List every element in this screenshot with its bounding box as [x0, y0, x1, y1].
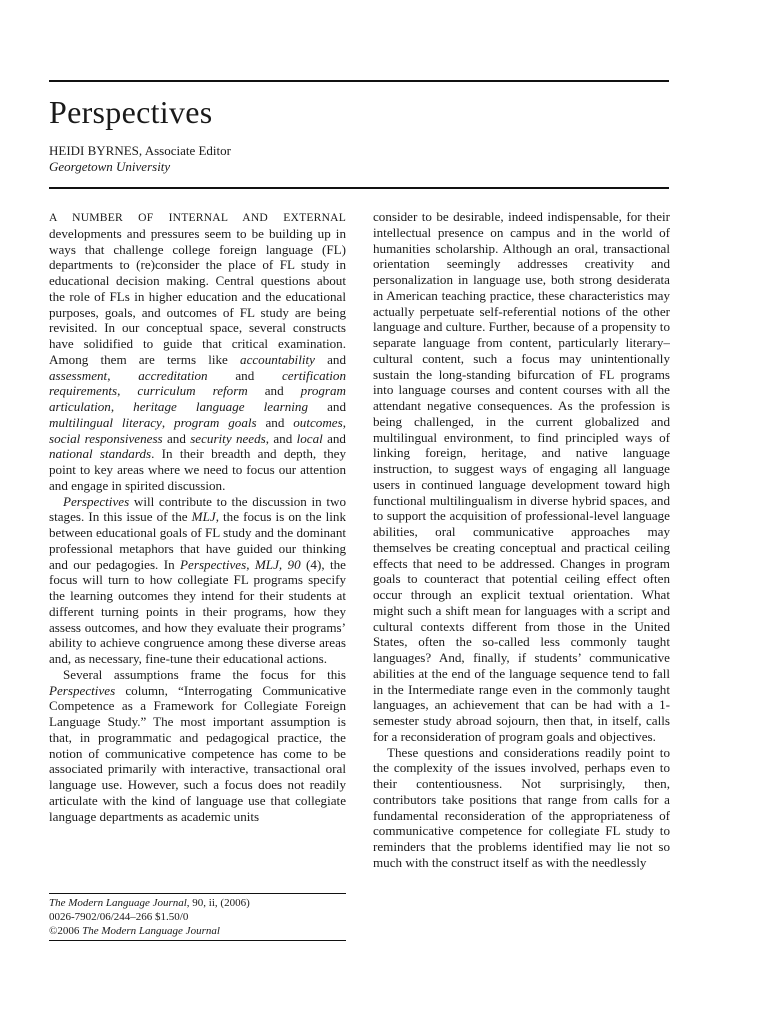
- footnote: [49, 896, 346, 938]
- term-accountability: accountability: [240, 351, 315, 367]
- paragraph-three: Several assumptions frame the focus for this Perspectives column, “Interrogating Communicative Competence as a Framework for Collegiate Foreign Language Study.” The most important assumption is that, in programmatic and pedagogical practice, the notion of communicative competence has come to be associated primarily with interactive, transactional oral language use. However, such a focus does not readily articulate with the kind of language use that collegiate language departments as academic units: [49, 666, 346, 824]
- left-column: [49, 209, 346, 881]
- citation-ref: Perspectives, MLJ, 90: [180, 556, 301, 572]
- editor-line: HEIDI BYRNES, Associate Editor: [49, 143, 231, 158]
- editor-affiliation: Georgetown University: [49, 159, 171, 174]
- paragraph-continued: consider to be desirable, indeed indispensable, for their intellectual presence on campus and in the world of humanities scholarship. Although an oral, transactional orientation seemingly addresses creativity and personalization in language use, both strong desiderata in American teaching practice, these characteristics may actually perpetuate self-referential notions of the other language and culture. Further, because of a propensity to separate language from content, particularly literary–cultural content, such a focus may unintentionally sustain the long-standing bifurcation of FL programs into language courses and content courses with all the attendant negative consequences. As the profession is being challenged, in the current globalized and multilingual environment, to find principled ways of linking foreign, heritage, and native language instruction, to suggest ways of engaging all language users in continued language development toward high functional multilingualism in diverse hybrid spaces, and to support the acquisition of professional-level language abilities, oral communicative approaches may themselves be creating conceptual and practical ceiling effects that need to be addressed. Changes in program goals to counteract that potential ceiling effect often occur through an explicit textual orientation. What might such a shift mean for languages with a script and cultural contexts different from those in the United States, often the so-called less commonly taught languages? And, finally, if students’ communicative abilities at the end of the language sequence tend to fall in the Intermediate range even in the commonly taught languages, an achievement that can be had with a 1-semester study abroad sojourn, then that, in itself, calls for a reconsideration of program goals and objectives.: [373, 209, 670, 744]
- term-heritage: heritage language learning: [133, 399, 309, 414]
- term-social: social responsiveness: [49, 430, 163, 446]
- top-rule: [49, 80, 669, 82]
- term-security: security needs: [190, 430, 266, 446]
- perspectives-ref: Perspectives: [49, 682, 116, 698]
- term-program-goals: program goals: [174, 414, 257, 430]
- perspectives-ref: Perspectives: [63, 493, 130, 509]
- term-articulation: program articulation: [49, 383, 346, 414]
- term-multilingual: multilingual literacy: [49, 414, 162, 430]
- footnote-rule: [49, 893, 346, 894]
- paragraph-intro: A NUMBER OF INTERNAL AND EXTERNAL developments and pressures seem to be building up in ways that challenge college foreign language (FL) departments to (re)consider the place of FL study in educational decision making. Central questions about the role of FLs in higher education and the educational purposes, goals, and outcomes of FL study are being revisited. In our conceptual space, several constructs have solidified to guide that critical examination. Among them are terms like accountability and assessment, accreditation and certification requirements, curriculum reform and program articulation, heritage language learning and multilingual literacy, program goals and outcomes, social responsiveness and security needs, and local and national standards. In their breadth and depth, they point to key areas where we need to focus our attention and engage in spirited discussion.: [49, 211, 346, 493]
- header-rule: [49, 187, 669, 189]
- term-national: national standards: [49, 446, 152, 462]
- footnote-bottom-rule: [49, 940, 346, 941]
- page-title: Perspectives: [49, 94, 213, 130]
- paragraph-two: Perspectives will contribute to the discussion in two stages. In this issue of the MLJ, the focus is on the link between educational goals of FL study and the dominant professional metaphors that have guided our thinking and our pedagogies. In Perspectives, MLJ, 90 (4), the focus will turn to how collegiate FL programs specify the learning outcomes they intend for their students at different turning points in their programs, how they assess outcomes, and how they evaluate their programs’ ability to achieve congruence among these diverse areas and, as necessary, fine-tune their educational actions.: [49, 493, 346, 666]
- footnote-journal: The Modern Language Journal, 90, ii, (2006): [49, 897, 250, 909]
- footnote-issn: 0026-7902/06/244–266 $1.50/0: [49, 911, 189, 923]
- term-accreditation: accreditation: [138, 367, 208, 383]
- lead-in-caps: A NUMBER OF INTERNAL AND EXTERNAL: [49, 211, 346, 224]
- footnote-copyright: ©2006 The Modern Language Journal: [49, 925, 220, 937]
- term-certification: certification requirements: [49, 367, 346, 399]
- paragraph-questions: These questions and considerations readily point to the complexity of the issues involved, perhaps even to their contentiousness. Not surprisingly, then, contributors take positions that range from calls for a fundamental reconsideration of the appropriateness of communicative competence for collegiate FL study to reminders that the problems identified may lie not so much with the construct itself as with the needlessly: [373, 744, 670, 870]
- term-curriculum: curriculum reform: [137, 383, 248, 399]
- mlj-ref: MLJ: [191, 509, 216, 525]
- term-assessment: assessment: [49, 367, 108, 383]
- term-outcomes: outcomes: [293, 414, 343, 430]
- term-local: local: [296, 430, 323, 446]
- right-column: [373, 209, 670, 949]
